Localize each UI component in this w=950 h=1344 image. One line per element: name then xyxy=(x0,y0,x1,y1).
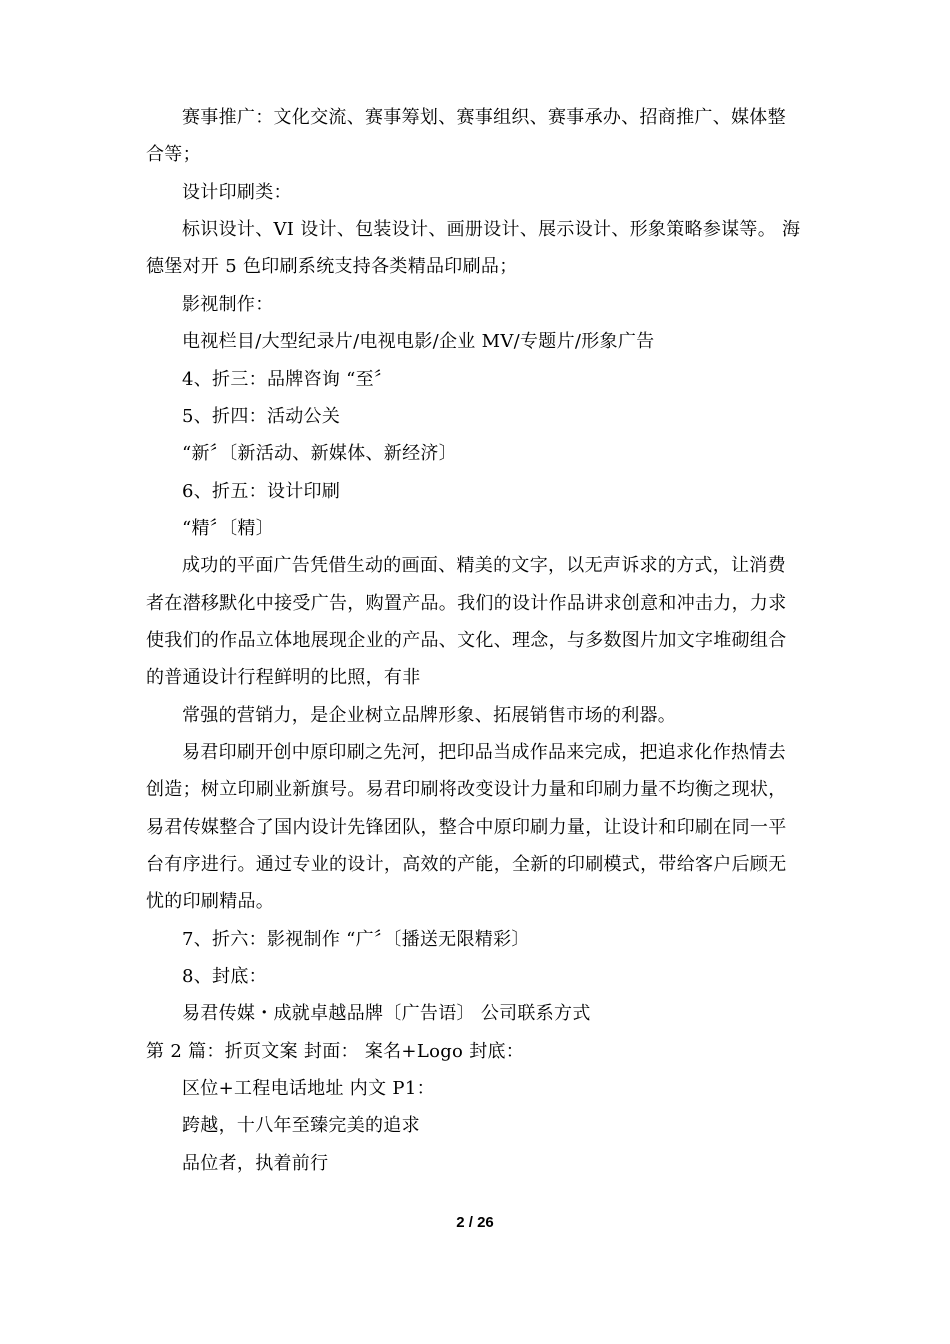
text-line: 标识设计、VI 设计、包装设计、画册设计、展示设计、形象策略参谋等。 海 xyxy=(182,219,801,240)
text-line: 创造；树立印刷业新旗号。易君印刷将改变设计力量和印刷力量不均衡之现状， xyxy=(146,779,787,800)
text-line: 合等； xyxy=(146,144,201,165)
text-line: 4、折三：品牌咨询 “至〞 xyxy=(182,369,393,390)
text-line: 设计印刷类： xyxy=(182,182,292,203)
text-line: 易君传媒整合了国内设计先锋团队，整合中原印刷力量，让设计和印刷在同一平 xyxy=(146,817,787,838)
text-line: 使我们的作品立体地展现企业的产品、文化、理念，与多数图片加文字堆砌组合 xyxy=(146,630,787,651)
text-line: 的普通设计行程鲜明的比照，有非 xyxy=(146,667,421,688)
text-line: “新〞〔新活动、新媒体、新经济〕 xyxy=(182,443,458,464)
page-number: 2 / 26 xyxy=(456,1214,494,1231)
text-line: 台有序进行。通过专业的设计，高效的产能，全新的印刷模式，带给客户后顾无 xyxy=(146,854,787,875)
text-line: 5、折四：活动公关 xyxy=(182,406,341,427)
text-line: “精〞〔精〕 xyxy=(182,518,275,539)
text-line: 德堡对开 5 色印刷系统支持各类精品印刷品； xyxy=(146,256,518,277)
text-line: 成功的平面广告凭借生动的画面、精美的文字，以无声诉求的方式，让消费 xyxy=(182,555,786,576)
text-line: 电视栏目/大型纪录片/电视电影/企业 MV/专题片/形象广告 xyxy=(182,331,655,352)
text-line: 跨越，十八年至臻完美的追求 xyxy=(182,1115,420,1136)
text-line: 易君印刷开创中原印刷之先河，把印品当成作品来完成，把追求化作热情去 xyxy=(182,742,786,763)
text-line: 忧的印刷精品。 xyxy=(146,891,275,912)
text-line: 6、折五：设计印刷 xyxy=(182,481,341,502)
text-line: 易君传媒・成就卓越品牌〔广告语〕 公司联系方式 xyxy=(182,1003,591,1024)
text-line: 7、折六：影视制作 “广〞〔播送无限精彩〕 xyxy=(182,929,530,950)
text-line: 第 2 篇：折页文案 封面： 案名+Logo 封底： xyxy=(146,1041,525,1062)
text-line: 赛事推广：文化交流、赛事筹划、赛事组织、赛事承办、招商推广、媒体整 xyxy=(182,107,786,128)
text-line: 8、封底： xyxy=(182,966,267,987)
text-line: 品位者，执着前行 xyxy=(182,1153,329,1174)
text-line: 者在潜移默化中接受广告，购置产品。我们的设计作品讲求创意和冲击力，力求 xyxy=(146,593,787,614)
text-line: 区位+工程电话地址 内文 P1： xyxy=(182,1078,435,1099)
text-line: 影视制作： xyxy=(182,294,274,315)
text-line: 常强的营销力，是企业树立品牌形象、拓展销售市场的利器。 xyxy=(182,705,677,726)
